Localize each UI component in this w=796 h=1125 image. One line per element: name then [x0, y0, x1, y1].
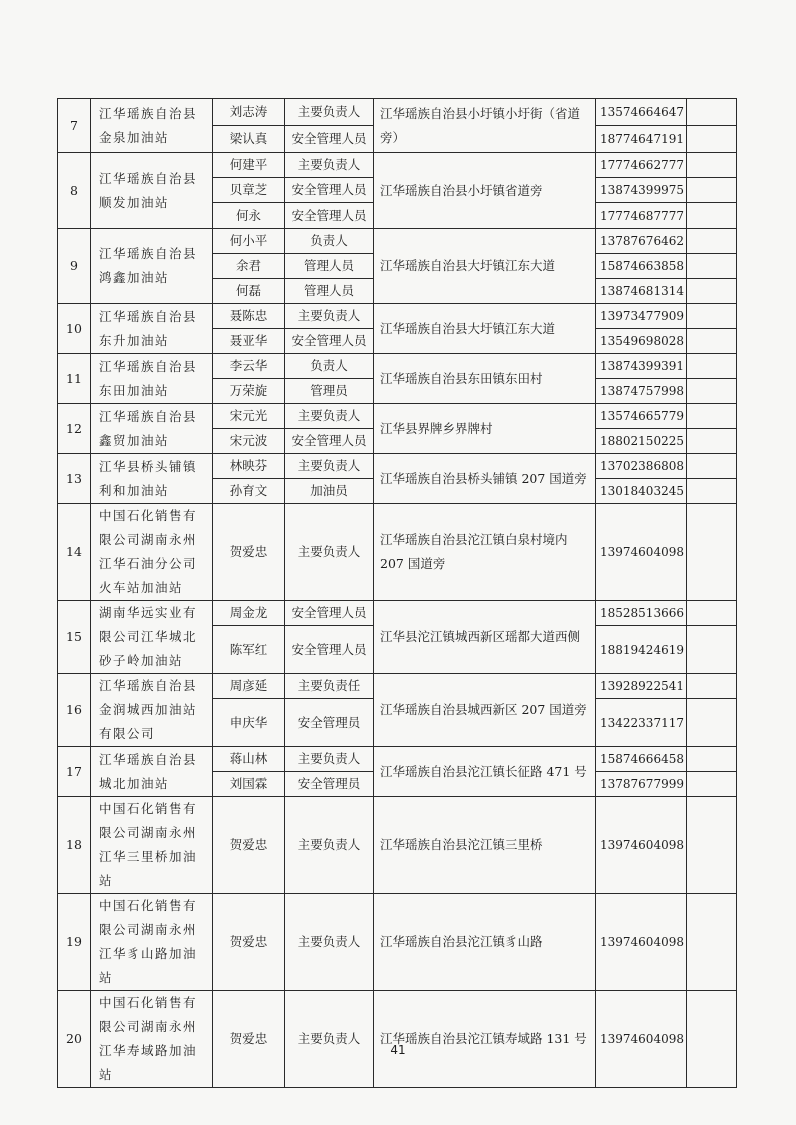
person-name-cell: 周彦延	[213, 674, 285, 699]
row-number-cell: 7	[58, 99, 91, 153]
row-number-cell: 8	[58, 153, 91, 229]
address-cell: 江华瑶族自治县城西新区 207 国道旁	[374, 674, 596, 747]
phone-cell: 13018403245	[596, 479, 687, 504]
station-name-cell: 中国石化销售有限公司湖南永州江华寿域路加油站	[91, 991, 213, 1088]
phone-cell: 13549698028	[596, 329, 687, 354]
person-name-cell: 陈军红	[213, 626, 285, 674]
phone-cell: 13874757998	[596, 379, 687, 404]
row-number-cell: 14	[58, 504, 91, 601]
address-cell: 江华瑶族自治县沱江镇长征路 471 号	[374, 747, 596, 797]
table-row	[58, 354, 737, 379]
phone-cell: 13973477909	[596, 304, 687, 329]
role-cell: 管理人员	[285, 254, 374, 279]
person-name-cell: 林映芬	[213, 454, 285, 479]
person-name-cell: 贝章芝	[213, 178, 285, 203]
remarks-cell	[687, 229, 737, 254]
role-cell: 主要负责人	[285, 404, 374, 429]
person-name-cell: 孙育文	[213, 479, 285, 504]
role-cell: 主要负责人	[285, 153, 374, 178]
table-row	[58, 99, 737, 126]
phone-cell: 13874681314	[596, 279, 687, 304]
table-row	[58, 153, 737, 178]
role-cell: 安全管理员	[285, 772, 374, 797]
station-name-cell: 江华瑶族自治县金泉加油站	[91, 99, 213, 153]
phone-cell: 13974604098	[596, 797, 687, 894]
remarks-cell	[687, 329, 737, 354]
remarks-cell	[687, 279, 737, 304]
remarks-cell	[687, 99, 737, 126]
address-cell: 江华瑶族自治县大圩镇江东大道	[374, 229, 596, 304]
row-number-cell: 11	[58, 354, 91, 404]
address-cell: 江华瑶族自治县桥头铺镇 207 国道旁	[374, 454, 596, 504]
remarks-cell	[687, 203, 737, 229]
person-name-cell: 聂亚华	[213, 329, 285, 354]
address-cell: 江华县界牌乡界牌村	[374, 404, 596, 454]
remarks-cell	[687, 747, 737, 772]
role-cell: 主要负责人	[285, 797, 374, 894]
address-cell: 江华瑶族自治县小圩镇小圩街（省道旁）	[374, 99, 596, 153]
remarks-cell	[687, 126, 737, 153]
person-name-cell: 周金龙	[213, 601, 285, 626]
role-cell: 安全管理员	[285, 699, 374, 747]
row-number-cell: 16	[58, 674, 91, 747]
station-name-cell: 江华瑶族自治县东升加油站	[91, 304, 213, 354]
address-cell: 江华瑶族自治县东田镇东田村	[374, 354, 596, 404]
table-row	[58, 454, 737, 479]
address-cell: 江华瑶族自治县沱江镇寿域路 131 号	[374, 991, 596, 1088]
phone-cell: 13974604098	[596, 991, 687, 1088]
station-name-cell: 江华瑶族自治县顺发加油站	[91, 153, 213, 229]
person-name-cell: 何建平	[213, 153, 285, 178]
phone-cell: 18802150225	[596, 429, 687, 454]
person-name-cell: 申庆华	[213, 699, 285, 747]
remarks-cell	[687, 772, 737, 797]
person-name-cell: 贺爱忠	[213, 504, 285, 601]
remarks-cell	[687, 379, 737, 404]
phone-cell: 18819424619	[596, 626, 687, 674]
role-cell: 安全管理人员	[285, 178, 374, 203]
person-name-cell: 余君	[213, 254, 285, 279]
phone-cell: 13874399391	[596, 354, 687, 379]
station-name-cell: 江华瑶族自治县城北加油站	[91, 747, 213, 797]
table-row	[58, 747, 737, 772]
remarks-cell	[687, 674, 737, 699]
row-number-cell: 18	[58, 797, 91, 894]
person-name-cell: 万荣旋	[213, 379, 285, 404]
phone-cell: 13787676462	[596, 229, 687, 254]
table-body	[58, 99, 737, 1088]
role-cell: 主要负责人	[285, 454, 374, 479]
role-cell: 主要负责人	[285, 894, 374, 991]
address-cell: 江华瑶族自治县沱江镇白泉村境内 207 国道旁	[374, 504, 596, 601]
row-number-cell: 12	[58, 404, 91, 454]
remarks-cell	[687, 354, 737, 379]
row-number-cell: 13	[58, 454, 91, 504]
role-cell: 安全管理人员	[285, 601, 374, 626]
role-cell: 安全管理人员	[285, 626, 374, 674]
person-name-cell: 宋元波	[213, 429, 285, 454]
remarks-cell	[687, 991, 737, 1088]
remarks-cell	[687, 454, 737, 479]
station-name-cell: 湖南华远实业有限公司江华城北砂子岭加油站	[91, 601, 213, 674]
station-name-cell: 中国石化销售有限公司湖南永州江华豸山路加油站	[91, 894, 213, 991]
table-row	[58, 601, 737, 626]
table-row	[58, 674, 737, 699]
person-name-cell: 贺爱忠	[213, 894, 285, 991]
person-name-cell: 何小平	[213, 229, 285, 254]
phone-cell: 13574664647	[596, 99, 687, 126]
table-row	[58, 304, 737, 329]
table-row	[58, 991, 737, 1088]
station-name-cell: 江华瑶族自治县金润城西加油站有限公司	[91, 674, 213, 747]
table-row	[58, 797, 737, 894]
phone-cell: 15874666458	[596, 747, 687, 772]
station-name-cell: 江华瑶族自治县鸿鑫加油站	[91, 229, 213, 304]
role-cell: 管理人员	[285, 279, 374, 304]
row-number-cell: 15	[58, 601, 91, 674]
phone-cell: 18774647191	[596, 126, 687, 153]
phone-cell: 13874399975	[596, 178, 687, 203]
role-cell: 安全管理人员	[285, 126, 374, 153]
address-cell: 江华瑶族自治县沱江镇三里桥	[374, 797, 596, 894]
phone-cell: 17774662777	[596, 153, 687, 178]
person-name-cell: 李云华	[213, 354, 285, 379]
role-cell: 管理员	[285, 379, 374, 404]
person-name-cell: 蒋山林	[213, 747, 285, 772]
row-number-cell: 19	[58, 894, 91, 991]
phone-cell: 13702386808	[596, 454, 687, 479]
person-name-cell: 梁认真	[213, 126, 285, 153]
station-name-cell: 中国石化销售有限公司湖南永州江华石油分公司火车站加油站	[91, 504, 213, 601]
table-row	[58, 404, 737, 429]
role-cell: 主要负责人	[285, 304, 374, 329]
page-number: 41	[390, 1043, 406, 1057]
remarks-cell	[687, 153, 737, 178]
station-name-cell: 江华县桥头铺镇利和加油站	[91, 454, 213, 504]
remarks-cell	[687, 894, 737, 991]
phone-cell: 18528513666	[596, 601, 687, 626]
role-cell: 主要负责人	[285, 991, 374, 1088]
remarks-cell	[687, 178, 737, 203]
role-cell: 加油员	[285, 479, 374, 504]
role-cell: 主要负责人	[285, 504, 374, 601]
remarks-cell	[687, 601, 737, 626]
person-name-cell: 何永	[213, 203, 285, 229]
remarks-cell	[687, 626, 737, 674]
station-name-cell: 江华瑶族自治县东田加油站	[91, 354, 213, 404]
station-name-cell: 江华瑶族自治县鑫贸加油站	[91, 404, 213, 454]
remarks-cell	[687, 699, 737, 747]
table-row	[58, 894, 737, 991]
phone-cell: 13422337117	[596, 699, 687, 747]
row-number-cell: 10	[58, 304, 91, 354]
role-cell: 安全管理人员	[285, 329, 374, 354]
person-name-cell: 刘志涛	[213, 99, 285, 126]
phone-cell: 15874663858	[596, 254, 687, 279]
remarks-cell	[687, 504, 737, 601]
phone-cell: 13974604098	[596, 504, 687, 601]
person-name-cell: 刘国霖	[213, 772, 285, 797]
role-cell: 主要负责人	[285, 747, 374, 772]
address-cell: 江华县沱江镇城西新区瑶都大道西侧	[374, 601, 596, 674]
person-name-cell: 贺爱忠	[213, 991, 285, 1088]
remarks-cell	[687, 404, 737, 429]
phone-cell: 13974604098	[596, 894, 687, 991]
remarks-cell	[687, 479, 737, 504]
address-cell: 江华瑶族自治县大圩镇江东大道	[374, 304, 596, 354]
remarks-cell	[687, 304, 737, 329]
role-cell: 主要负责任	[285, 674, 374, 699]
person-name-cell: 聂陈忠	[213, 304, 285, 329]
phone-cell: 17774687777	[596, 203, 687, 229]
person-name-cell: 宋元光	[213, 404, 285, 429]
remarks-cell	[687, 797, 737, 894]
person-name-cell: 贺爱忠	[213, 797, 285, 894]
row-number-cell: 9	[58, 229, 91, 304]
table-row	[58, 229, 737, 254]
role-cell: 安全管理人员	[285, 203, 374, 229]
table-row	[58, 504, 737, 601]
role-cell: 主要负责人	[285, 99, 374, 126]
role-cell: 安全管理人员	[285, 429, 374, 454]
phone-cell: 13787677999	[596, 772, 687, 797]
row-number-cell: 20	[58, 991, 91, 1088]
address-cell: 江华瑶族自治县小圩镇省道旁	[374, 153, 596, 229]
role-cell: 负责人	[285, 354, 374, 379]
gas-station-contact-table	[57, 98, 737, 1088]
station-name-cell: 中国石化销售有限公司湖南永州江华三里桥加油站	[91, 797, 213, 894]
row-number-cell: 17	[58, 747, 91, 797]
remarks-cell	[687, 429, 737, 454]
address-cell: 江华瑶族自治县沱江镇豸山路	[374, 894, 596, 991]
phone-cell: 13928922541	[596, 674, 687, 699]
phone-cell: 13574665779	[596, 404, 687, 429]
remarks-cell	[687, 254, 737, 279]
role-cell: 负责人	[285, 229, 374, 254]
person-name-cell: 何磊	[213, 279, 285, 304]
